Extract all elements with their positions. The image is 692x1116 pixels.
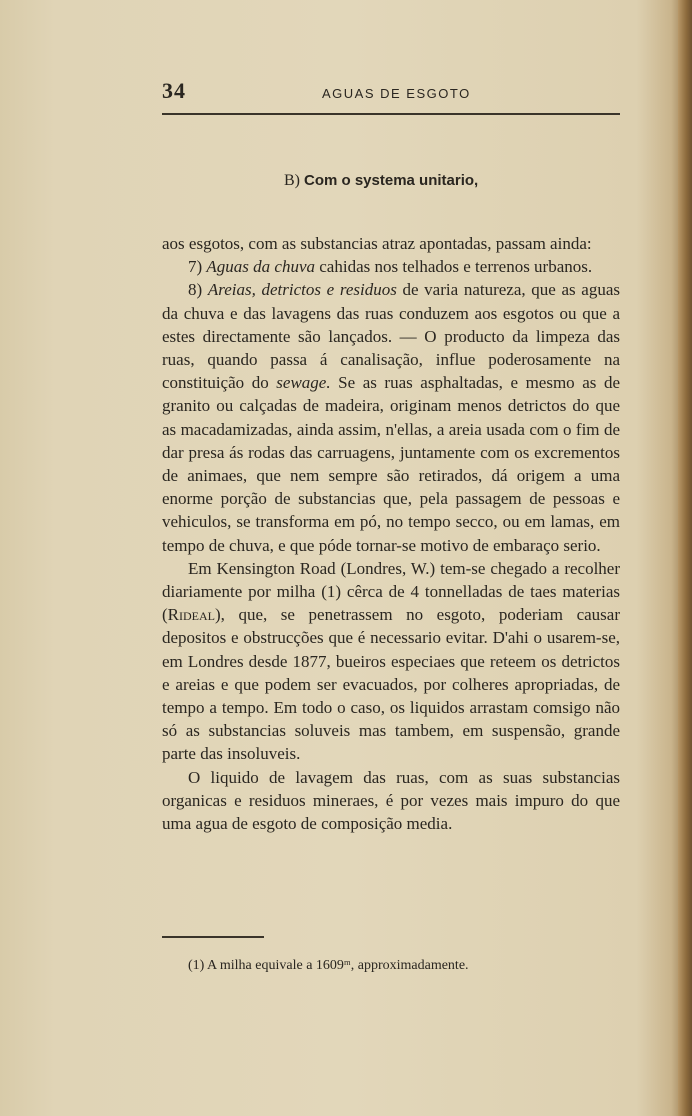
heading-prefix: B) [284,172,300,189]
paragraph-liquido: O liquido de lavagem das ruas, com as suas substancias organicas e residuos mineraes, é por vezes mais impuro do que uma agua de esgoto de composição media. [162,767,620,834]
running-title: AGUAS DE ESGOTO [322,86,471,101]
page-edge [678,0,692,1116]
header-rule [162,113,620,115]
footnote-rule [162,936,264,938]
paragraph-1: aos esgotos, com as substancias atraz apontadas, passam ainda: [162,234,592,253]
body-text [162,232,620,835]
page-number: 34 [162,78,186,103]
paragraph-item-8: 8) Areias, detrictos e residuos de varia natureza, que as aguas da chuva e das lavagens das ruas conduzem aos esgotos ou que a estes directamente são lançados. — O producto da limpeza das ruas, quando passa á canalisação, influe poderosamente na constituição do sewage. Se as ruas asphaltadas, e mesmo as de granito ou calçadas de madeira, originam menos detrictos do que as macadamizadas, ainda assim, n'ellas, a areia usada com o fim de dar presa ás rodas das carruagens, juntamente com os excrementos de animaes, que nem sempre são retirados, dá origem a uma enorme porção de substancias que, pela passagem de pessoas e vehiculos, se transforma em pó, no tempo secco, ou em lamas, em tempo de chuva, e que póde tornar-se motivo de embaraço serio. [162,280,621,555]
section-heading [284,172,478,190]
heading-text: Com o systema unitario, [304,172,479,189]
paragraph-item-7: 7) Aguas da chuva cahidas nos telhados e terrenos urbanos. [188,257,593,277]
page-header [162,78,620,106]
footnote: (1) A milha equivale a 1609ᵐ, approximadamente. [188,958,469,973]
paragraph-kensington: Em Kensington Road (Londres, W.) tem-se chegado a recolher diariamente por milha (1) cêrca de 4 tonnelladas de taes materias (Rideal), que, se penetrassem no esgoto, poderiam causar depositos e obstrucções que é necessario evitar. D'ahi o usarem-se, em Londres desde 1877, bueiros especiaes que reteem os detrictos e areias e que podem ser evacuados, por colheres apropriadas, de tempo a tempo. Em todo o caso, os liquidos arrastam comsigo não só as substancias soluveis mas tambem, em suspensão, grande parte das insoluveis. [162,558,620,764]
